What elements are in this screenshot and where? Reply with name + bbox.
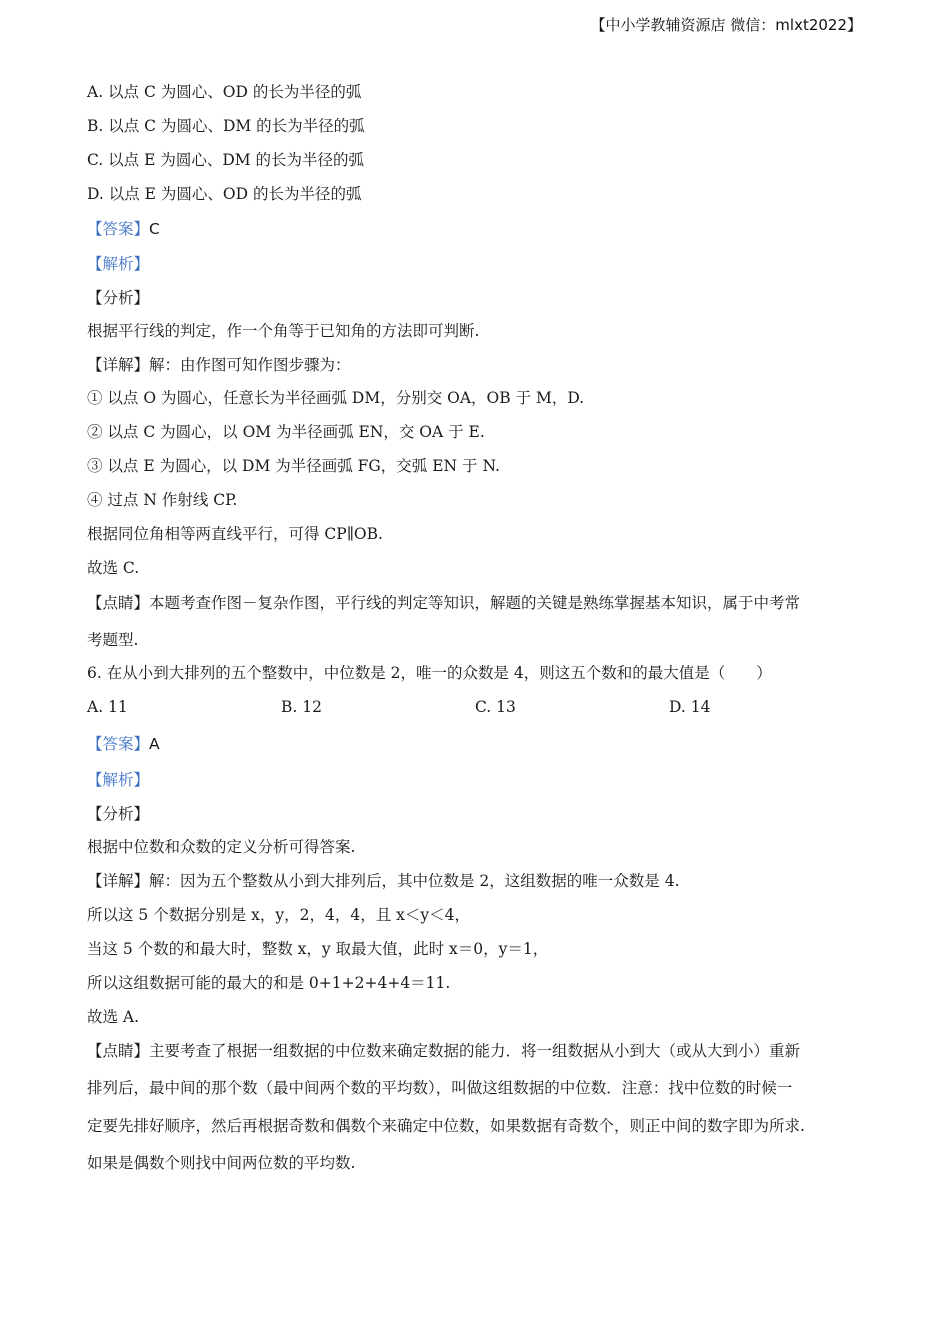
q6-option-c: C. 13 xyxy=(475,698,516,716)
q6-question: 6. 在从小到大排列的五个整数中，中位数是 2，唯一的众数是 4，则这五个数和的最大值是（ ） xyxy=(87,664,772,682)
q6-answer xyxy=(87,732,160,754)
q6-option-d: D. 14 xyxy=(669,698,711,716)
q6-detail-line: 所以这 5 个数据分别是 x，y，2，4，4，且 x＜y＜4， xyxy=(87,906,471,924)
q6-option-b: B. 12 xyxy=(281,698,322,716)
q6-dianjing-line: 【点睛】主要考查了根据一组数据的中位数来确定数据的能力．将一组数据从小到大（或从大到小）重新 xyxy=(87,1042,801,1060)
q5-detail-line: 【详解】解：由作图可知作图步骤为： xyxy=(87,356,351,374)
q5-answer xyxy=(87,217,160,239)
q6-dianjing-line: 如果是偶数个则找中间两位数的平均数. xyxy=(87,1154,356,1172)
q6-dianjing-line: 排列后，最中间的那个数（最中间两个数的平均数），叫做这组数据的中位数．注意：找中位数的时候一 xyxy=(87,1079,793,1097)
q5-option-d: D. 以点 E 为圆心、OD 的长为半径的弧 xyxy=(87,185,362,203)
q5-detail-line: 故选 C. xyxy=(87,559,140,577)
q6-fenxi-text: 根据中位数和众数的定义分析可得答案. xyxy=(87,838,356,856)
q5-detail-line: ① 以点 O 为圆心，任意长为半径画弧 DM，分别交 OA，OB 于 M，D. xyxy=(87,389,585,407)
q6-option-a: A. 11 xyxy=(87,698,128,716)
answer-tag: 【答案】 xyxy=(87,735,150,753)
q5-fenxi-text: 根据平行线的判定，作一个角等于已知角的方法即可判断. xyxy=(87,322,480,340)
q6-detail-line: 故选 A. xyxy=(87,1008,140,1026)
q5-detail-line: ② 以点 C 为圆心，以 OM 为半径画弧 EN，交 OA 于 E. xyxy=(87,423,485,441)
answer-value: A xyxy=(149,735,160,753)
answer-tag: 【答案】 xyxy=(87,220,150,238)
q5-option-a: A. 以点 C 为圆心、OD 的长为半径的弧 xyxy=(87,83,362,101)
page-header: 【中小学教辅资源店 微信：mlxt2022】 xyxy=(590,16,862,34)
q6-analysis-tag: 【解析】 xyxy=(87,771,150,789)
q5-option-c: C. 以点 E 为圆心、DM 的长为半径的弧 xyxy=(87,151,365,169)
q5-detail-line: ④ 过点 N 作射线 CP. xyxy=(87,491,238,509)
q5-fenxi-label: 【分析】 xyxy=(87,289,150,307)
q5-detail-line: 根据同位角相等两直线平行，可得 CP∥OB. xyxy=(87,525,383,543)
q6-detail-line: 所以这组数据可能的最大的和是 0+1+2+4+4＝11. xyxy=(87,974,451,992)
q6-detail-line: 当这 5 个数的和最大时，整数 x，y 取最大值，此时 x＝0，y＝1， xyxy=(87,940,549,958)
q5-option-b: B. 以点 C 为圆心、DM 的长为半径的弧 xyxy=(87,117,365,135)
q5-detail-line: ③ 以点 E 为圆心，以 DM 为半径画弧 FG，交弧 EN 于 N. xyxy=(87,457,500,475)
q5-analysis-tag: 【解析】 xyxy=(87,255,150,273)
answer-value: C xyxy=(149,220,160,238)
q5-dianjing-line: 考题型. xyxy=(87,631,139,649)
q6-dianjing-line: 定要先排好顺序，然后再根据奇数和偶数个来确定中位数，如果数据有奇数个，则正中间的数字即为所求. xyxy=(87,1117,805,1135)
q6-detail-line: 【详解】解：因为五个整数从小到大排列后，其中位数是 2，这组数据的唯一众数是 4. xyxy=(87,872,680,890)
q6-fenxi-label: 【分析】 xyxy=(87,805,150,823)
q5-dianjing-line: 【点睛】本题考查作图－复杂作图，平行线的判定等知识，解题的关键是熟练掌握基本知识，属于中考常 xyxy=(87,594,801,612)
